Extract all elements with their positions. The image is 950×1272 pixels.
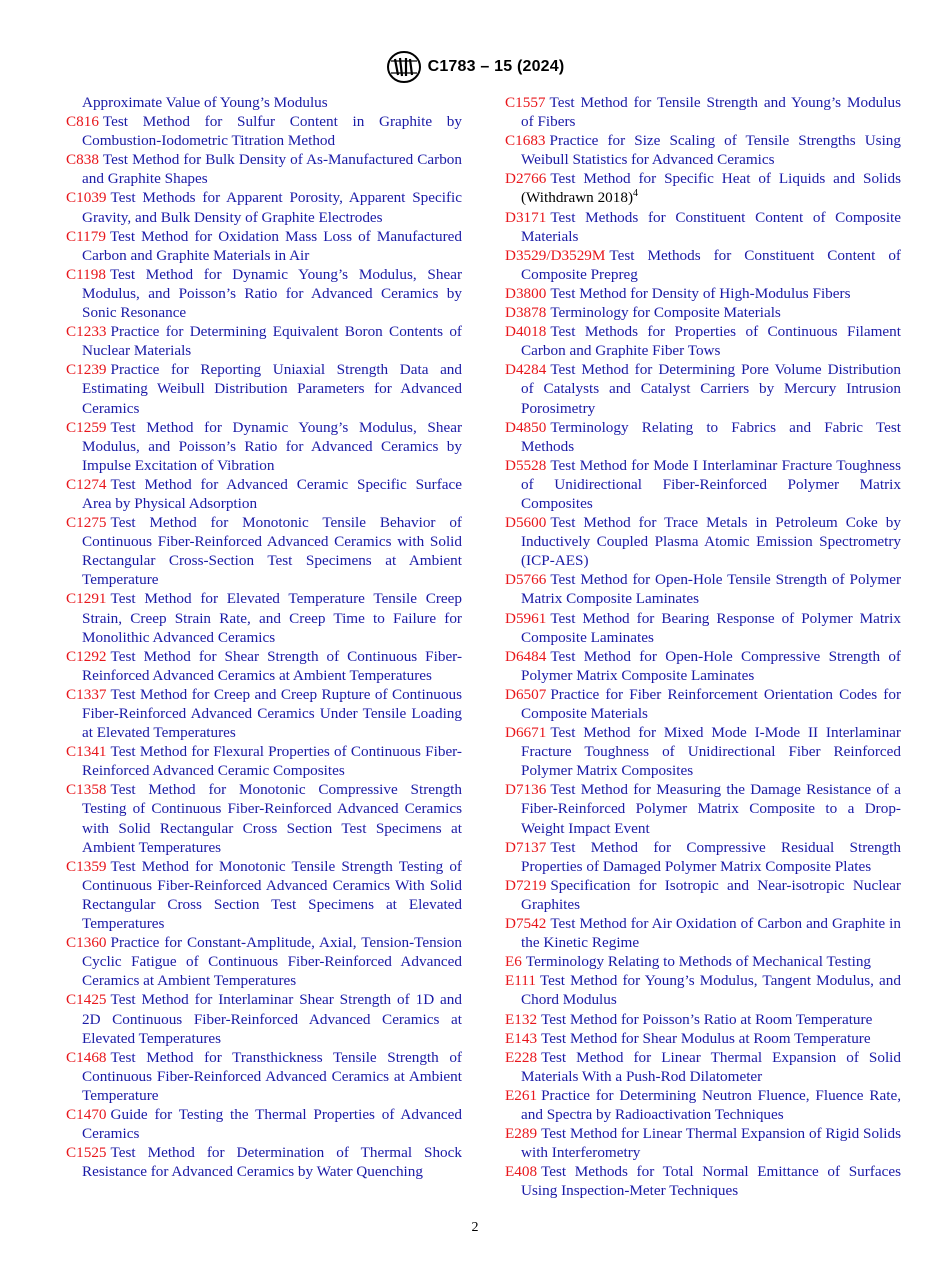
reference-code-link[interactable]: C1275 — [66, 514, 107, 532]
reference-title-link[interactable]: Practice for Fiber Reinforcement Orientation Codes for Composite Materials — [521, 685, 901, 722]
reference-code-link[interactable]: C1292 — [66, 647, 107, 665]
reference-entry — [66, 990, 462, 1047]
reference-title-link[interactable]: Practice for Size Scaling of Tensile Strengths Using Weibull Statistics for Advanced Ceramics — [521, 132, 901, 169]
reference-code-link[interactable]: D7219 — [505, 876, 547, 894]
reference-title-link[interactable]: Terminology for Composite Materials — [550, 304, 781, 322]
reference-title-link[interactable]: Test Method for Mode I Interlaminar Fracture Toughness of Unidirectional Fiber-Reinforced Polymer Matrix Composites — [521, 456, 901, 512]
reference-entry — [66, 742, 462, 780]
reference-entry — [505, 303, 901, 322]
reference-title-link[interactable]: Test Method for Determination of Thermal Shock Resistance for Advanced Ceramics by Water Quenching — [82, 1144, 462, 1181]
reference-title-link[interactable]: Test Method for Creep and Creep Rupture of Continuous Fiber-Reinforced Advanced Ceramics Under Tensile Loading at Elevated Temperatures — [82, 685, 462, 742]
reference-code-link[interactable]: C1425 — [66, 991, 107, 1009]
reference-code-link[interactable]: C1233 — [66, 323, 107, 341]
reference-code-link[interactable]: E111 — [505, 972, 536, 990]
reference-entry — [66, 685, 462, 742]
reference-entry — [505, 208, 901, 246]
reference-entry — [505, 914, 901, 952]
reference-entry — [66, 933, 462, 990]
reference-entry — [505, 876, 901, 914]
reference-code-link[interactable]: D3878 — [505, 304, 547, 322]
reference-code-link[interactable]: E132 — [505, 1010, 538, 1028]
reference-entry — [505, 246, 901, 284]
reference-entry — [505, 685, 901, 723]
reference-entry — [66, 1048, 462, 1105]
reference-code-link[interactable]: D4018 — [505, 323, 547, 341]
reference-entry — [66, 513, 462, 589]
reference-code-link[interactable]: C1291 — [66, 590, 107, 608]
reference-entry — [505, 838, 901, 876]
reference-entry — [505, 284, 901, 303]
reference-code-link[interactable]: C1525 — [66, 1144, 107, 1162]
reference-code-link[interactable]: E228 — [505, 1048, 538, 1066]
reference-entry — [505, 1029, 901, 1048]
reference-code-link[interactable]: D7136 — [505, 781, 547, 799]
reference-entry — [66, 150, 462, 188]
reference-code-link[interactable]: E289 — [505, 1125, 538, 1143]
reference-entry — [66, 265, 462, 322]
reference-entry — [505, 1048, 901, 1086]
reference-entry — [66, 780, 462, 856]
reference-title-link[interactable]: Test Methods for Apparent Porosity, Apparent Specific Gravity, and Bulk Density of Graphite Electrodes — [82, 189, 462, 226]
reference-code-link[interactable]: C1179 — [66, 227, 106, 245]
reference-entry — [505, 723, 901, 780]
reference-code-link[interactable]: D3529/D3529M — [505, 246, 606, 264]
reference-entry — [505, 360, 901, 417]
reference-code-link[interactable]: E261 — [505, 1086, 538, 1104]
reference-title-link[interactable]: Test Methods for Properties of Continuous Filament Carbon and Graphite Fiber Tows — [521, 323, 901, 360]
reference-code-link[interactable]: D6671 — [505, 724, 547, 742]
reference-code-link[interactable]: D5766 — [505, 571, 547, 589]
reference-entry — [66, 227, 462, 265]
reference-entry — [505, 609, 901, 647]
reference-code-link[interactable]: E408 — [505, 1163, 538, 1181]
footnote-marker[interactable]: 4 — [633, 188, 638, 200]
reference-title-link[interactable]: Test Method for Dynamic Young’s Modulus, Shear Modulus, and Poisson’s Ratio for Advanced Ceramics by Impulse Excitation of Vibration — [82, 418, 462, 474]
reference-code-link[interactable]: D6484 — [505, 647, 547, 665]
reference-title-link[interactable]: Test Method for Interlaminar Shear Strength of 1D and 2D Continuous Fiber-Reinforced Advanced Ceramics at Elevated Temperatures — [82, 991, 462, 1047]
right-column — [505, 93, 901, 1200]
reference-code-link[interactable]: D4850 — [505, 418, 547, 436]
reference-code-link[interactable]: C1683 — [505, 132, 546, 150]
reference-entry — [66, 322, 462, 360]
reference-title-link[interactable]: Test Method for Linear Thermal Expansion of Solid Materials With a Push-Rod Dilatometer — [521, 1048, 901, 1085]
reference-title-link[interactable]: Approximate Value of Young’s Modulus — [82, 94, 328, 111]
reference-entry — [505, 93, 901, 131]
reference-entry — [505, 1124, 901, 1162]
reference-title-link[interactable]: Test Method for Trace Metals in Petroleum Coke by Inductively Coupled Plasma Atomic Emission Spectrometry (ICP-AES) — [521, 514, 901, 570]
page-header — [0, 50, 950, 84]
reference-code-link[interactable]: D5961 — [505, 609, 547, 627]
reference-code-link[interactable]: D2766 — [505, 170, 547, 188]
reference-entry — [505, 1086, 901, 1124]
reference-title-link[interactable]: Test Method for Linear Thermal Expansion of Rigid Solids with Interferometry — [521, 1125, 901, 1162]
reference-entry — [66, 188, 462, 226]
astm-logo-icon — [386, 50, 422, 84]
reference-entry — [505, 1162, 901, 1200]
reference-entry — [505, 131, 901, 169]
reference-title-link[interactable]: Test Method for Compressive Residual Strength Properties of Damaged Polymer Matrix Composite Plates — [521, 838, 901, 875]
reference-code-link[interactable]: C1360 — [66, 934, 107, 952]
reference-entry — [66, 589, 462, 646]
reference-title-link[interactable]: Test Method for Monotonic Tensile Strength Testing of Continuous Fiber-Reinforced Advanced Ceramics With Solid Rectangular Cross Section Test Specimens at Elevated Temperatures — [82, 857, 462, 933]
reference-title-link[interactable]: Test Method for Young’s Modulus, Tangent Modulus, and Chord Modulus — [521, 972, 901, 1009]
reference-title-link[interactable]: Test Methods for Constituent Content of Composite Materials — [521, 208, 901, 245]
reference-title-link[interactable]: Test Method for Monotonic Tensile Behavior of Continuous Fiber-Reinforced Advanced Ceramics with Solid Rectangular Cross-Section Test Specimens at Ambient Temperature — [82, 514, 462, 589]
page-number: 2 — [471, 1220, 479, 1235]
reference-entry — [66, 418, 462, 475]
reference-entry — [505, 322, 901, 360]
reference-code-link[interactable]: C1557 — [505, 94, 546, 111]
reference-code-link[interactable]: C1039 — [66, 189, 107, 207]
reference-title-link[interactable]: Test Method for Sulfur Content in Graphite by Combustion-Iodometric Titration Method — [82, 113, 462, 150]
reference-entry — [66, 93, 462, 112]
reference-title-link[interactable]: Practice for Determining Equivalent Boron Contents of Nuclear Materials — [82, 323, 462, 360]
reference-code-link[interactable]: E6 — [505, 953, 522, 971]
reference-title-link[interactable]: Terminology Relating to Fabrics and Fabric Test Methods — [521, 418, 901, 455]
reference-title-link[interactable]: Practice for Determining Neutron Fluence, Fluence Rate, and Spectra by Radioactivation Techniques — [521, 1086, 901, 1123]
reference-code-link[interactable]: C1337 — [66, 685, 107, 703]
reference-entry — [505, 971, 901, 1009]
reference-code-link[interactable]: C838 — [66, 151, 99, 169]
reference-code-link[interactable]: D7542 — [505, 915, 547, 933]
reference-title-link[interactable]: Practice for Reporting Uniaxial Strength Data and Estimating Weibull Distribution Parameters for Advanced Ceramics — [82, 361, 462, 417]
reference-entry — [66, 1105, 462, 1143]
reference-title-link[interactable]: Test Method for Transthickness Tensile Strength of Continuous Fiber-Reinforced Advanced Ceramics at Ambient Temperature — [82, 1048, 462, 1104]
reference-entry — [66, 857, 462, 933]
reference-entry — [505, 570, 901, 608]
reference-entry — [505, 780, 901, 837]
reference-code-link[interactable]: C1341 — [66, 743, 107, 761]
reference-entry — [66, 647, 462, 685]
reference-title-link[interactable]: Test Method for Mixed Mode I-Mode II Interlaminar Fracture Toughness of Unidirectional Fiber Reinforced Polymer Matrix Composites — [521, 724, 901, 780]
reference-title-link[interactable]: Test Method for Specific Heat of Liquids and Solids — [550, 170, 901, 188]
reference-entry — [66, 360, 462, 417]
reference-title-link[interactable]: Test Method for Determining Pore Volume Distribution of Catalysts and Catalyst Carriers by Mercury Intrusion Porosimetry — [521, 361, 901, 417]
reference-title-link[interactable]: Practice for Constant-Amplitude, Axial, Tension-Tension Cyclic Fatigue of Continuous Fiber-Reinforced Advanced Ceramics at Ambient Temperatures — [82, 934, 462, 990]
reference-title-link[interactable]: Specification for Isotropic and Near-isotropic Nuclear Graphites — [521, 876, 901, 913]
reference-title-link[interactable]: Test Method for Dynamic Young’s Modulus, Shear Modulus, and Poisson’s Ratio for Advanced Ceramics by Sonic Resonance — [82, 265, 462, 322]
reference-entry — [505, 456, 901, 513]
reference-entry — [505, 1010, 901, 1029]
reference-title-link[interactable]: Test Method for Bulk Density of As-Manufactured Carbon and Graphite Shapes — [82, 151, 462, 188]
reference-title-link[interactable]: Test Method for Flexural Properties of Continuous Fiber-Reinforced Advanced Ceramic Composites — [82, 743, 462, 780]
reference-code-link[interactable]: D7137 — [505, 838, 547, 856]
reference-code-link[interactable]: C1470 — [66, 1105, 107, 1123]
reference-title-link[interactable]: Test Method for Open-Hole Tensile Strength of Polymer Matrix Composite Laminates — [521, 571, 901, 608]
reference-entry — [66, 1143, 462, 1181]
reference-title-link[interactable]: Test Method for Bearing Response of Polymer Matrix Composite Laminates — [521, 609, 901, 646]
reference-entry — [505, 418, 901, 456]
reference-entry — [505, 169, 901, 207]
reference-code-link[interactable]: C1259 — [66, 418, 107, 436]
reference-code-link[interactable]: D4284 — [505, 361, 547, 379]
reference-entry — [505, 647, 901, 685]
reference-code-link[interactable]: C1358 — [66, 781, 107, 799]
reference-title-link[interactable]: Guide for Testing the Thermal Properties of Advanced Ceramics — [82, 1105, 462, 1143]
reference-code-link[interactable]: C1239 — [66, 361, 107, 379]
reference-entry — [66, 475, 462, 513]
reference-code-link[interactable]: C1198 — [66, 265, 106, 283]
document-designation: C1783 – 15 (2024) — [427, 58, 565, 75]
reference-code-link[interactable]: C1274 — [66, 475, 107, 493]
reference-code-link[interactable]: C1359 — [66, 857, 107, 875]
reference-entry — [505, 952, 901, 971]
reference-title-link[interactable]: Test Method for Shear Modulus at Room Temperature — [541, 1029, 871, 1047]
reference-title-link[interactable]: Terminology Relating to Methods of Mechanical Testing — [525, 953, 872, 971]
reference-entry — [505, 513, 901, 570]
reference-code-link[interactable]: D3171 — [505, 208, 547, 226]
reference-title-link[interactable]: Test Method for Elevated Temperature Tensile Creep Strain, Creep Strain Rate, and Creep Time to Failure for Monolithic Advanced Ceramics — [82, 590, 462, 646]
reference-code-link[interactable]: D6507 — [505, 685, 547, 703]
reference-title-link[interactable]: Test Method for Oxidation Mass Loss of Manufactured Carbon and Graphite Materials in Air — [82, 227, 462, 264]
reference-title-link[interactable]: Test Method for Measuring the Damage Resistance of a Fiber-Reinforced Polymer Matrix Composite to a Drop-Weight Impact Event — [521, 781, 901, 837]
reference-title-link[interactable]: Test Methods for Total Normal Emittance of Surfaces Using Inspection-Meter Techniques — [521, 1163, 901, 1200]
reference-code-link[interactable]: D3800 — [505, 284, 547, 302]
reference-title-link[interactable]: Test Methods for Constituent Content of Composite Prepreg — [521, 246, 901, 283]
reference-title-link[interactable]: Test Method for Poisson’s Ratio at Room Temperature — [541, 1010, 873, 1028]
reference-code-link[interactable]: C816 — [66, 113, 99, 131]
reference-code-link[interactable]: E143 — [505, 1029, 538, 1047]
reference-title-link[interactable]: Test Method for Shear Strength of Continuous Fiber-Reinforced Advanced Ceramics at Ambient Temperatures — [82, 647, 462, 684]
reference-entry — [66, 112, 462, 150]
reference-code-link[interactable]: D5600 — [505, 514, 547, 532]
left-column — [66, 93, 462, 1181]
reference-title-link[interactable]: Test Method for Air Oxidation of Carbon and Graphite in the Kinetic Regime — [521, 915, 901, 952]
reference-title-link[interactable]: Test Method for Tensile Strength and Young’s Modulus of Fibers — [521, 94, 901, 131]
reference-title-link[interactable]: Test Method for Open-Hole Compressive Strength of Polymer Matrix Composite Laminates — [521, 647, 901, 684]
reference-title-link[interactable]: Test Method for Advanced Ceramic Specific Surface Area by Physical Adsorption — [82, 475, 462, 512]
withdrawn-note: (Withdrawn 2018) — [521, 189, 633, 207]
reference-code-link[interactable]: D5528 — [505, 456, 547, 474]
reference-title-link[interactable]: Test Method for Monotonic Compressive Strength Testing of Continuous Fiber-Reinforced Advanced Ceramics with Solid Rectangular Cross Section Test Specimens at Ambient Temperatures — [82, 781, 462, 856]
reference-code-link[interactable]: C1468 — [66, 1048, 107, 1066]
reference-title-link[interactable]: Test Method for Density of High-Modulus Fibers — [550, 284, 851, 302]
